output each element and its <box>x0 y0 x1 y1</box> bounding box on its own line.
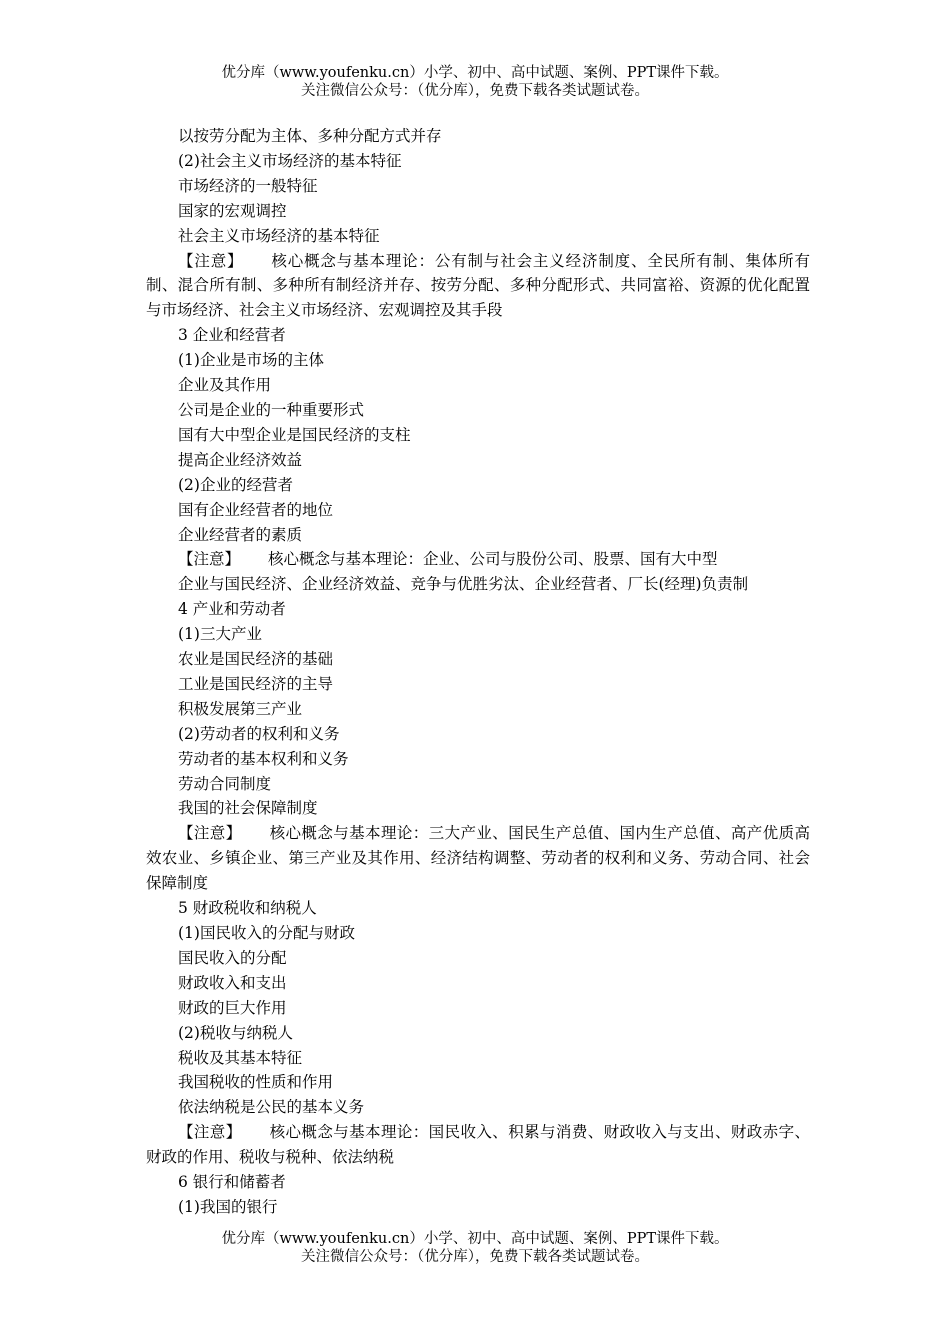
section-heading: 3 企业和经营者 <box>178 326 286 345</box>
page-header <box>0 64 950 100</box>
text-line: 国有企业经营者的地位 <box>178 500 334 519</box>
text-line: 劳动者的基本权利和义务 <box>178 749 349 768</box>
page-footer <box>0 1230 950 1266</box>
text-line: 市场经济的一般特征 <box>178 176 318 195</box>
note-text: 核心概念与基本理论：企业、公司与股份公司、股票、国有大中型 <box>268 550 718 569</box>
header-line-1: 优分库（www.youfenku.cn）小学、初中、高中试题、案例、PPT课件下载。 <box>221 65 729 81</box>
subsection-heading: (2)企业的经营者 <box>178 475 293 494</box>
text-line: 财政的巨大作用 <box>178 998 287 1017</box>
text-line: 工业是国民经济的主导 <box>178 674 334 693</box>
text-line: 国有大中型企业是国民经济的支柱 <box>178 425 411 444</box>
footer-line-1: 优分库（www.youfenku.cn）小学、初中、高中试题、案例、PPT课件下载。 <box>221 1231 729 1247</box>
text-line: 社会主义市场经济的基本特征 <box>178 226 380 245</box>
text-line: 国民收入的分配 <box>178 948 287 967</box>
section-heading: 5 财政税收和纳税人 <box>178 899 317 918</box>
subsection-heading: (2)社会主义市场经济的基本特征 <box>178 151 402 170</box>
text-line: 国家的宏观调控 <box>178 201 287 220</box>
text-line: 以按劳分配为主体、多种分配方式并存 <box>178 127 442 145</box>
subsection-heading: (1)我国的银行 <box>178 1197 278 1216</box>
note-label: 【注意】 <box>178 824 242 843</box>
text-line: 公司是企业的一种重要形式 <box>178 400 365 419</box>
header-line-2: 关注微信公众号：（优分库），免费下载各类试题试卷。 <box>301 83 649 99</box>
document-body <box>146 124 810 1220</box>
text-line: 积极发展第三产业 <box>178 699 303 718</box>
subsection-heading: (2)税收与纳税人 <box>178 1023 293 1042</box>
note-paragraph <box>146 821 810 896</box>
text-line: 我国税收的性质和作用 <box>178 1073 334 1092</box>
section-heading: 4 产业和劳动者 <box>178 600 286 619</box>
text-line: 税收及其基本特征 <box>178 1048 303 1067</box>
subsection-heading: (1)企业是市场的主体 <box>178 351 324 370</box>
note-label: 【注意】 <box>178 1123 242 1142</box>
note-text: 核心概念与基本理论：国民收入、积累与消费、财政收入与支出、财政赤字、财政的作用、税收与税种、依法纳税 <box>146 1123 810 1167</box>
note-label: 【注意】 <box>178 550 241 569</box>
subsection-heading: (1)国民收入的分配与财政 <box>178 924 355 942</box>
note-text: 核心概念与基本理论：公有制与社会主义经济制度、全民所有制、集体所有制、混合所有制、多种所有制经济并存、按劳分配、多种分配形式、共同富裕、资源的优化配置与市场经济、社会主义市场经济、宏观调控及其手段 <box>146 251 810 320</box>
text-line: 财政收入和支出 <box>178 973 287 992</box>
text-line: 企业经营者的素质 <box>178 525 303 544</box>
section-heading: 6 银行和储蓄者 <box>178 1173 286 1192</box>
note-paragraph <box>146 249 810 324</box>
note-label: 【注意】 <box>178 251 244 270</box>
text-line: 劳动合同制度 <box>178 774 272 793</box>
note-paragraph <box>146 547 810 572</box>
subsection-heading: (2)劳动者的权利和义务 <box>178 724 340 743</box>
text-line: 我国的社会保障制度 <box>178 799 318 818</box>
footer-line-2: 关注微信公众号：（优分库），免费下载各类试题试卷。 <box>301 1249 649 1265</box>
text-line: 农业是国民经济的基础 <box>178 650 334 669</box>
text-line: 依法纳税是公民的基本义务 <box>178 1098 365 1117</box>
text-line: 提高企业经济效益 <box>178 450 303 469</box>
text-line: 企业及其作用 <box>178 376 272 395</box>
note-paragraph <box>146 1120 810 1170</box>
subsection-heading: (1)三大产业 <box>178 625 262 644</box>
note-text: 核心概念与基本理论：三大产业、国民生产总值、国内生产总值、高产优质高效农业、乡镇企业、第三产业及其作用、经济结构调整、劳动者的权利和义务、劳动合同、社会保障制度 <box>146 824 810 893</box>
text-line: 企业与国民经济、企业经济效益、竞争与优胜劣汰、企业经营者、厂长(经理)负责制 <box>178 575 749 594</box>
